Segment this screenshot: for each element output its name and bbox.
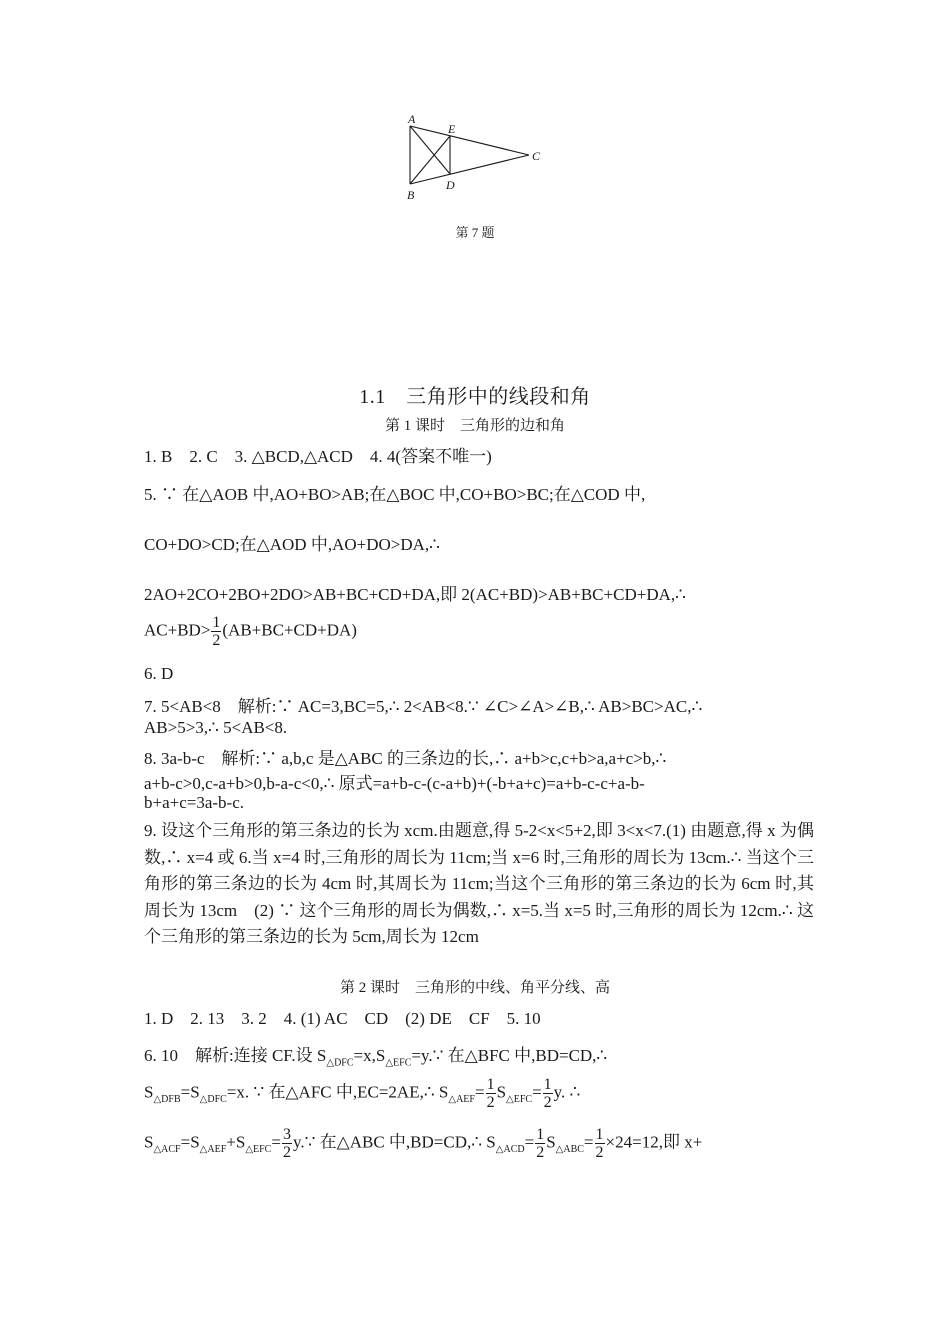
figure-caption: 第 7 题 — [455, 225, 495, 240]
fraction: $\frac{1}{2}$ — [486, 1076, 495, 1111]
section-title: 1.1 三角形中的线段和角 — [359, 386, 591, 408]
answer-5-line-d — [144, 614, 357, 649]
point-label-c: C — [532, 149, 541, 163]
answer-8-line-c: b+a+c=3a-b-c. — [144, 793, 245, 812]
lesson-title-1: 第 1 课时 三角形的边和角 — [384, 418, 565, 434]
fraction: $\frac{3}{2}$ — [282, 1126, 291, 1161]
point-label-b: B — [407, 188, 415, 202]
answer-5-line-b: CO+DO>CD;在△AOD 中,AO+DO>DA,∴ — [144, 535, 440, 554]
answer-7-line-b: AB>5>3,∴ 5<AB<8. — [144, 718, 288, 737]
answer-9-paragraph: 9. 设这个三角形的第三条边的长为 xcm.由题意,得 5-2<x<5+2,即 3<x<7.(1) 由题意,得 x 为偶数,∴ x=4 或 6.当 x=4 时,三角形的周长为 11cm;当 x=6 时,三角形的周长为 13cm.∴ 当这个三角形的第三条边的长为 4cm 时,其周长为 11cm;当这个三角形的第三条边的长为 6cm 时,其周长为 13cm (2) ∵ 这个三角形的周长为偶数,∴ x=5.当 x=5 时,三角形的周长为 12cm.∴ 这个三角形的第三条边的长为 5cm,周长为 12cm — [144, 821, 814, 946]
fraction: $\frac{1}{2}$ — [595, 1126, 604, 1161]
point-label-d: D — [446, 178, 455, 192]
answer-6: 6. D — [144, 664, 174, 683]
fraction: $\frac{1}{2}$ — [536, 1126, 545, 1161]
answer-line-2-1-5: 1. D 2. 13 3. 2 4. (1) AC CD (2) DE CF 5. 10 — [144, 1009, 541, 1028]
segment-ad — [410, 126, 450, 174]
answer-8-line-a: 8. 3a-b-c 解析:∵ a,b,c 是△ABC 的三条边的长,∴ a+b>c,c+b>a,a+c>b,∴ — [144, 749, 667, 768]
answer-5-d-pre: AC+BD> — [144, 620, 211, 640]
point-label-e: E — [448, 122, 456, 136]
answer-2-6-line-a: 6. 10 解析:连接 CF.设 $S_{\triangle DFC}=x,S_{\triangle EFC}=y.\because$ 在△BFC 中,BD=CD,∴ — [144, 1046, 608, 1069]
triangle-figure — [395, 108, 555, 208]
answer-2-6-line-b: $S_{\triangle DFB}=S_{\triangle DFC}=x$. ∵ 在△AFC 中,EC=2AE,∴ $S_{\triangle AEF}=$ $\frac{1}{2}$ $S_{\triangle EFC}=$ $\frac{1}{2}$ y. ∴ — [144, 1076, 581, 1111]
answer-8-line-b: a+b-c>0,c-a+b>0,b-a-c<0,∴ 原式=a+b-c-(c-a+b)+(-b+a+c)=a+b-c-c+a-b- — [144, 774, 645, 793]
answer-5-line-a: 5. ∵ 在△AOB 中,AO+BO>AB;在△BOC 中,CO+BO>BC;在△COD 中, — [144, 485, 646, 504]
answer-7-line-a: 7. 5<AB<8 解析:∵ AC=3,BC=5,∴ 2<AB<8.∵ ∠C>∠A>∠B,∴ AB>BC>AC,∴ — [144, 697, 703, 716]
fraction: $\frac{1}{2}$ — [543, 1076, 552, 1111]
edge-bc — [410, 155, 529, 184]
answer-line-1-4: 1. B 2. C 3. △BCD,△ACD 4. 4(答案不唯一) — [144, 447, 492, 466]
answer-2-6-line-c: $S_{\triangle ACF}=S_{\triangle AEF}+S_{\triangle EFC}=$ $\frac{3}{2}$ y.∵ 在△ABC 中,BD=CD,∴ $S_{\triangle ACD}=$ $\frac{1}{2}$ $S_{\triangle ABC}=$ $\frac{1}{2}$ ×24=12,即 x+ — [144, 1126, 703, 1161]
fraction-half: $\frac{1}{2}$ — [212, 614, 221, 649]
point-label-a: A — [408, 112, 416, 126]
edge-ac — [410, 126, 529, 155]
segment-be — [410, 136, 450, 184]
lesson-title-2: 第 2 课时 三角形的中线、角平分线、高 — [339, 980, 610, 996]
answer-5-d-post: (AB+BC+CD+DA) — [222, 620, 357, 640]
answer-5-line-c: 2AO+2CO+2BO+2DO>AB+BC+CD+DA,即 2(AC+BD)>AB+BC+CD+DA,∴ — [144, 585, 686, 604]
